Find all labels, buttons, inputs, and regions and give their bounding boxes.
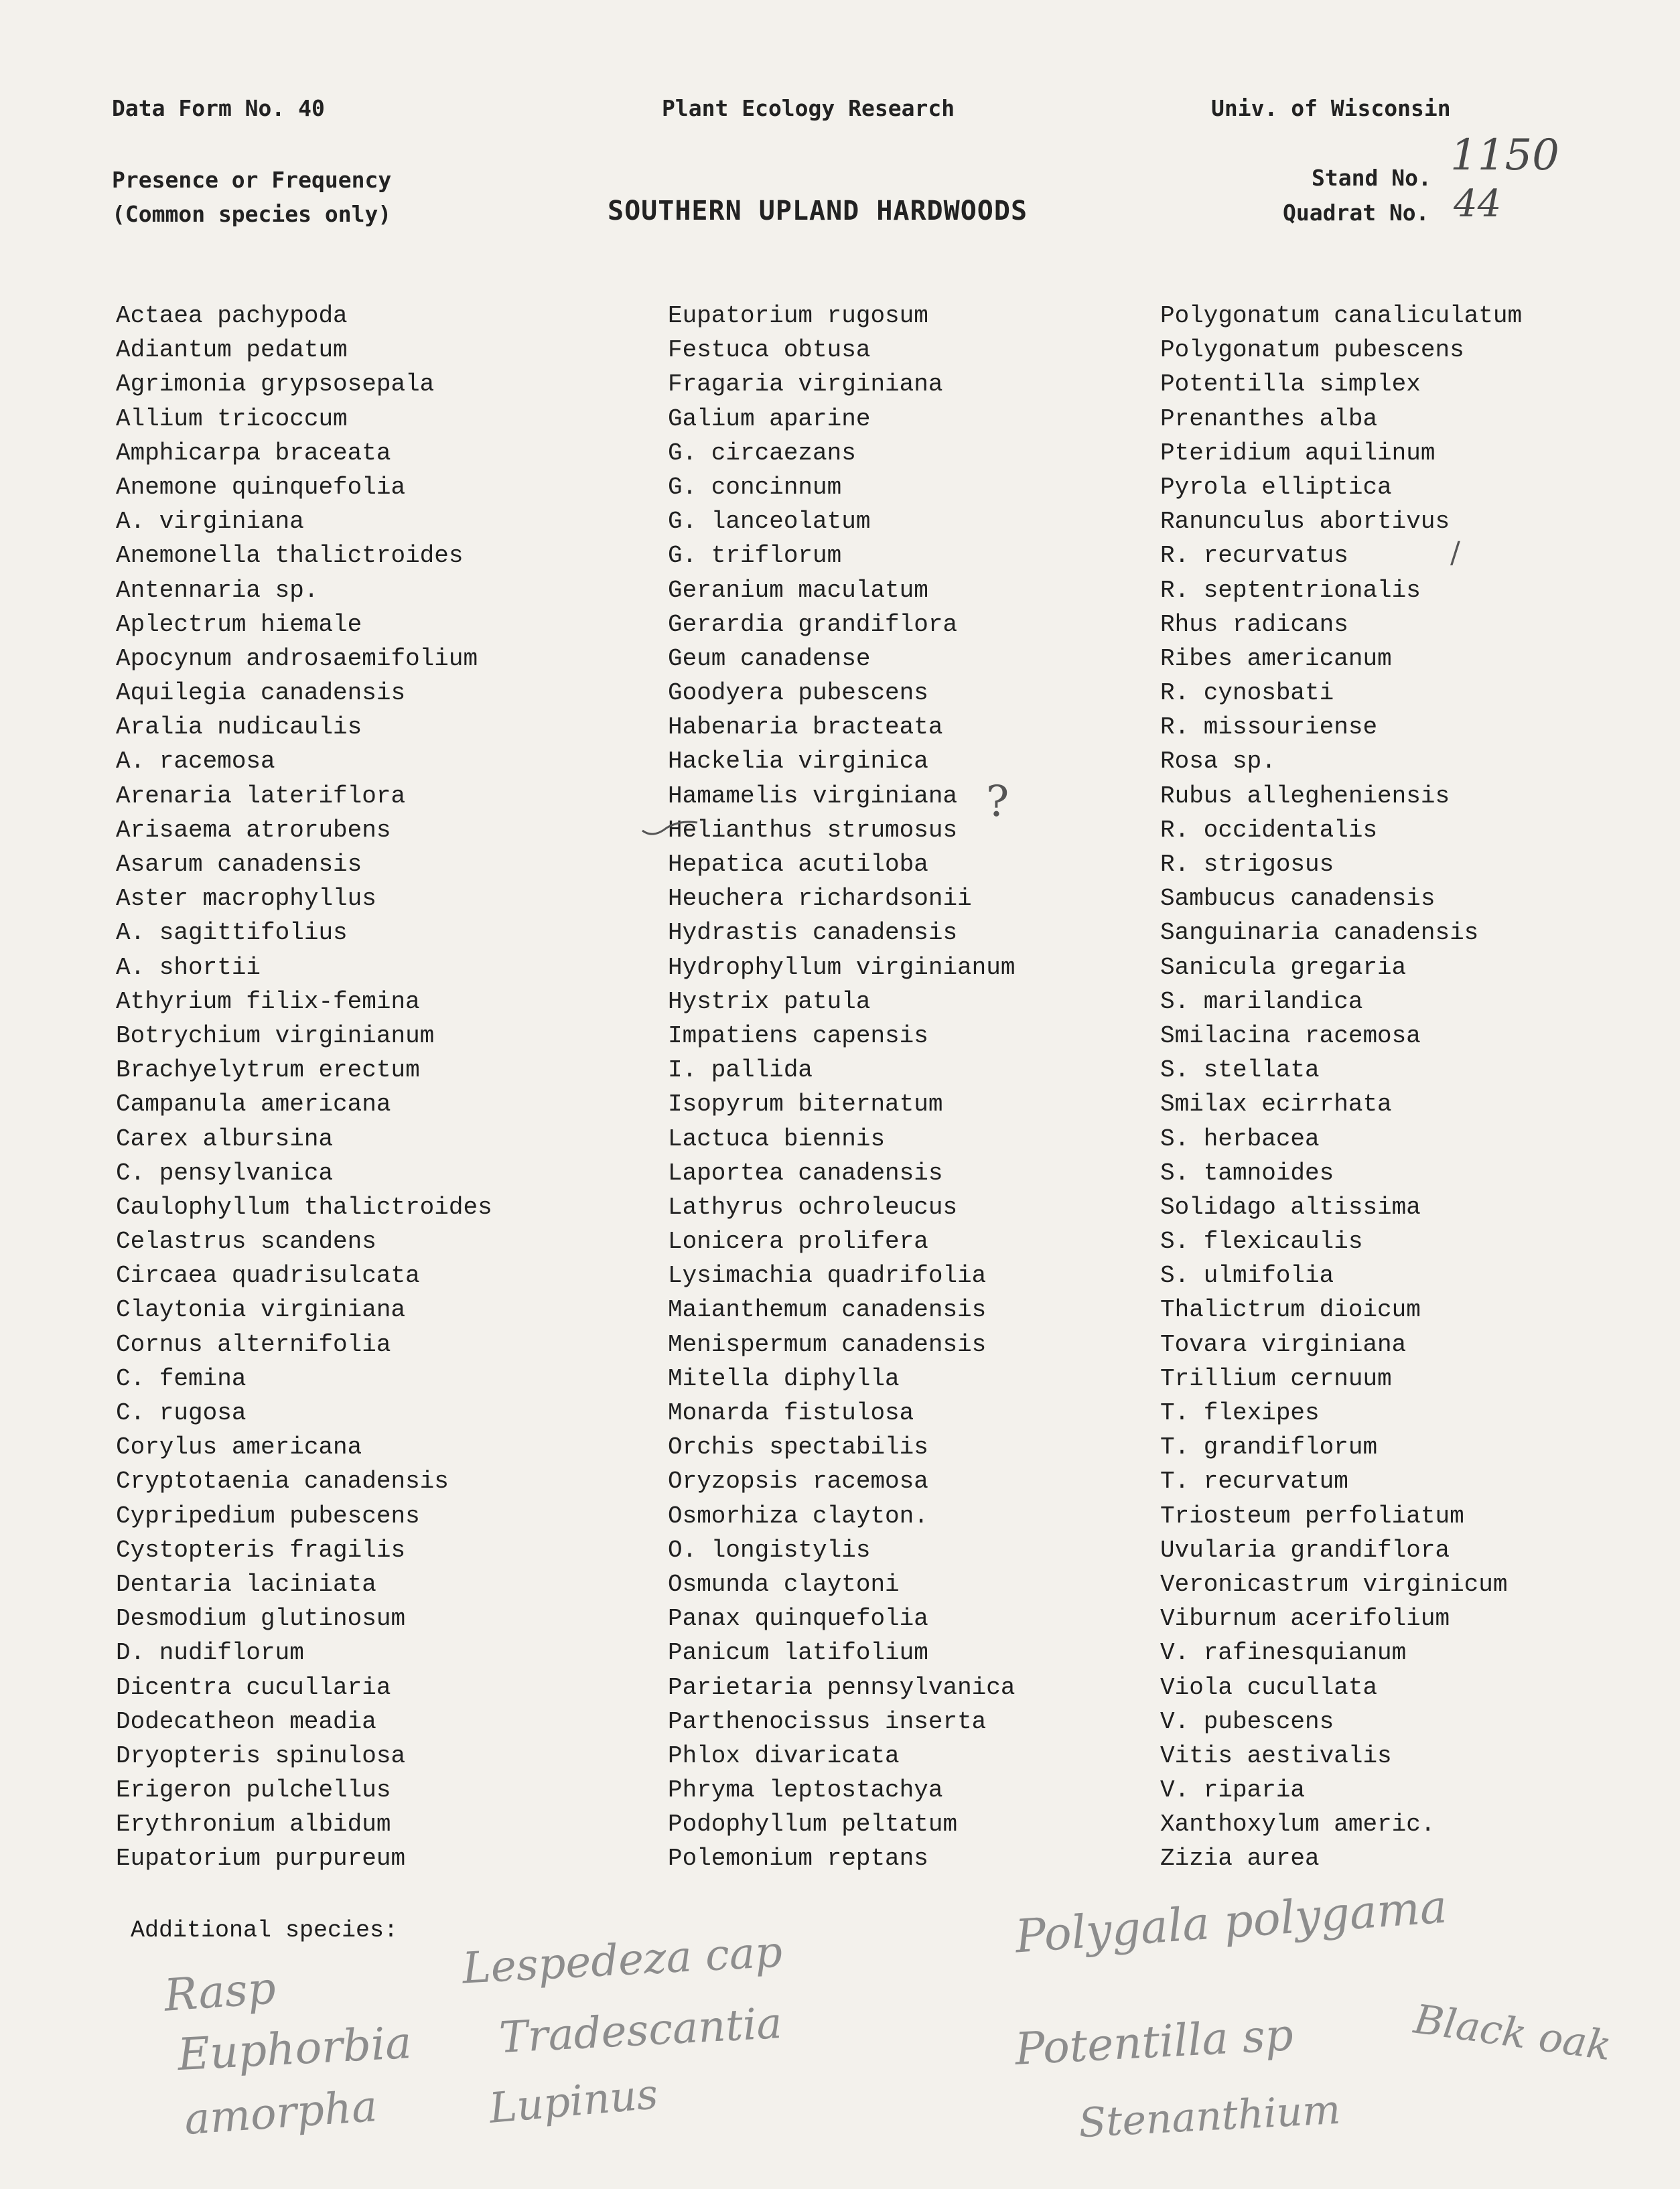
species-entry: Adiantum pedatum — [116, 336, 348, 364]
species-entry: Veronicastrum virginicum — [1160, 1570, 1508, 1598]
species-entry: Panax quinquefolia — [668, 1605, 928, 1633]
species-entry: Polygonatum canaliculatum — [1160, 302, 1523, 330]
species-entry: Impatiens capensis — [668, 1021, 928, 1050]
species-entry: Orchis spectabilis — [668, 1433, 928, 1462]
species-entry: Thalictrum dioicum — [1160, 1296, 1421, 1324]
department-name: Plant Ecology Research — [662, 95, 955, 121]
species-entry: Dodecatheon meadia — [116, 1707, 376, 1736]
species-entry: Cystopteris fragilis — [116, 1536, 406, 1564]
species-entry: Sanicula gregaria — [1160, 953, 1407, 981]
species-entry: Ribes americanum — [1160, 644, 1392, 673]
species-entry: Polygonatum pubescens — [1160, 336, 1464, 364]
handwritten-species: Rasp — [162, 1962, 278, 2022]
species-entry: Lactuca biennis — [668, 1125, 886, 1153]
species-entry: Rhus radicans — [1160, 610, 1348, 638]
species-entry: Lathyrus ochroleucus — [668, 1193, 958, 1221]
handwritten-species: Black oak — [1411, 1995, 1614, 2070]
check-mark-annotation — [640, 816, 700, 840]
species-entry: Cryptotaenia canadensis — [116, 1468, 449, 1496]
species-entry: Aquilegia canadensis — [116, 679, 406, 707]
species-entry: Maianthemum canadensis — [668, 1296, 987, 1324]
species-entry: A. sagittifolius — [116, 919, 348, 947]
species-entry: Viola cucullata — [1160, 1673, 1378, 1701]
species-entry: Celastrus scandens — [116, 1228, 376, 1256]
species-entry: Polemonium reptans — [668, 1845, 928, 1873]
additional-species-label: Additional species: — [131, 1917, 399, 1944]
species-entry: S. marilandica — [1160, 987, 1363, 1015]
species-entry: R. strigosus — [1160, 851, 1334, 878]
species-entry: Viburnum acerifolium — [1160, 1605, 1450, 1633]
species-entry: Hystrix patula — [668, 987, 871, 1015]
tick-mark-annotation: / — [1450, 536, 1460, 570]
species-entry: Hackelia virginica — [668, 748, 928, 776]
species-entry: Goodyera pubescens — [668, 679, 928, 707]
form-title: SOUTHERN UPLAND HARDWOODS — [608, 196, 1028, 226]
common-species-label: (Common species only) — [112, 201, 392, 227]
species-entry: Triosteum perfoliatum — [1160, 1502, 1464, 1530]
species-entry: Cornus alternifolia — [116, 1330, 391, 1358]
species-entry: Hydrastis canadensis — [668, 919, 958, 947]
species-column-1 — [116, 299, 625, 1876]
species-entry: Aster macrophyllus — [116, 885, 376, 913]
species-entry: Aralia nudicaulis — [116, 713, 362, 742]
species-entry: Agrimonia grypsosepala — [116, 370, 435, 399]
species-entry: G. triflorum — [668, 542, 842, 570]
stand-label: Stand No. — [1312, 165, 1431, 191]
species-entry: Antennaria sp. — [116, 576, 319, 604]
species-entry: Erigeron pulchellus — [116, 1776, 391, 1805]
species-entry: Ranunculus abortivus — [1160, 508, 1450, 536]
species-entry: Oryzopsis racemosa — [668, 1468, 928, 1496]
species-entry: Solidago altissima — [1160, 1193, 1421, 1221]
species-entry: Erythronium albidum — [116, 1811, 391, 1839]
species-entry: S. stellata — [1160, 1056, 1320, 1084]
species-entry: R. recurvatus — [1160, 542, 1348, 570]
species-entry: Caulophyllum thalictroides — [116, 1193, 492, 1221]
species-entry: Eupatorium purpureum — [116, 1845, 406, 1873]
species-entry: A. racemosa — [116, 748, 275, 776]
species-entry: Sambucus canadensis — [1160, 885, 1436, 913]
species-entry: Fragaria virginiana — [668, 370, 943, 399]
species-entry: C. pensylvanica — [116, 1159, 334, 1187]
species-entry: A. virginiana — [116, 508, 304, 536]
species-entry: Smilax ecirrhata — [1160, 1090, 1392, 1119]
species-column-3 — [1160, 299, 1669, 1876]
species-entry: S. flexicaulis — [1160, 1228, 1363, 1256]
handwritten-species: amorpha — [182, 2082, 379, 2145]
species-entry: Heuchera richardsonii — [668, 885, 972, 913]
species-entry: Festuca obtusa — [668, 336, 871, 364]
species-entry: Sanguinaria canadensis — [1160, 919, 1479, 947]
species-entry: Athyrium filix-femina — [116, 987, 420, 1015]
species-entry: R. septentrionalis — [1160, 576, 1421, 604]
species-entry: Trillium cernuum — [1160, 1364, 1392, 1393]
handwritten-species: Polygala polygama — [1013, 1880, 1449, 1964]
species-entry: O. longistylis — [668, 1536, 871, 1564]
species-entry: Uvularia grandiflora — [1160, 1536, 1450, 1564]
species-entry: Habenaria bracteata — [668, 713, 943, 742]
species-entry: G. circaezans — [668, 439, 856, 467]
species-entry: Smilacina racemosa — [1160, 1021, 1421, 1050]
form-number: Data Form No. 40 — [112, 95, 325, 121]
species-entry: Cypripedium pubescens — [116, 1502, 420, 1530]
presence-label: Presence or Frequency — [112, 167, 392, 193]
species-entry: Arisaema atrorubens — [116, 816, 391, 844]
species-entry: Geranium maculatum — [668, 576, 928, 604]
species-entry: Geum canadense — [668, 644, 871, 673]
species-entry: Asarum canadensis — [116, 851, 362, 878]
species-entry: Anemone quinquefolia — [116, 473, 406, 501]
species-entry: V. pubescens — [1160, 1707, 1334, 1736]
species-entry: Mitella diphylla — [668, 1364, 900, 1393]
species-entry: Laportea canadensis — [668, 1159, 943, 1187]
species-entry: C. rugosa — [116, 1399, 247, 1427]
species-entry: Campanula americana — [116, 1090, 391, 1119]
species-entry: Hamamelis virginiana — [668, 782, 958, 810]
handwritten-species: Potentilla sp — [1013, 2009, 1295, 2075]
species-column-2 — [668, 299, 1177, 1876]
species-entry: C. femina — [116, 1364, 247, 1393]
species-entry: V. riparia — [1160, 1776, 1306, 1805]
handwritten-species: Lupinus — [487, 2069, 660, 2133]
species-entry: Aplectrum hiemale — [116, 610, 362, 638]
species-entry: Parthenocissus inserta — [668, 1707, 987, 1736]
question-mark-annotation: ? — [986, 777, 1009, 827]
species-entry: Helianthus strumosus — [668, 816, 958, 844]
species-entry: Vitis aestivalis — [1160, 1742, 1392, 1770]
species-entry: Lysimachia quadrifolia — [668, 1262, 987, 1290]
species-entry: Dryopteris spinulosa — [116, 1742, 406, 1770]
species-entry: Carex albursina — [116, 1125, 334, 1153]
species-entry: Pyrola elliptica — [1160, 473, 1392, 501]
species-entry: Phlox divaricata — [668, 1742, 900, 1770]
species-entry: S. tamnoides — [1160, 1159, 1334, 1187]
species-entry: Rosa sp. — [1160, 748, 1276, 776]
species-entry: R. missouriense — [1160, 713, 1378, 742]
species-entry: Corylus americana — [116, 1433, 362, 1462]
species-entry: Osmunda claytoni — [668, 1570, 900, 1598]
species-entry: S. herbacea — [1160, 1125, 1320, 1153]
species-entry: Anemonella thalictroides — [116, 542, 464, 570]
quadrat-number-handwritten: 44 — [1454, 182, 1502, 226]
species-entry: R. cynosbati — [1160, 679, 1334, 707]
species-entry: Podophyllum peltatum — [668, 1811, 958, 1839]
species-entry: Dicentra cucullaria — [116, 1673, 391, 1701]
species-entry: T. recurvatum — [1160, 1468, 1348, 1496]
species-entry: I. pallida — [668, 1056, 813, 1084]
species-entry: Eupatorium rugosum — [668, 302, 928, 330]
species-entry: V. rafinesquianum — [1160, 1639, 1407, 1667]
species-entry: Xanthoxylum americ. — [1160, 1811, 1436, 1839]
stand-number-handwritten: 1150 — [1450, 131, 1559, 180]
species-entry: Arenaria lateriflora — [116, 782, 406, 810]
species-entry: Circaea quadrisulcata — [116, 1262, 420, 1290]
species-entry: Allium tricoccum — [116, 405, 348, 433]
species-entry: Desmodium glutinosum — [116, 1605, 406, 1633]
species-entry: Osmorhiza clayton. — [668, 1502, 928, 1530]
species-entry: Parietaria pennsylvanica — [668, 1673, 1016, 1701]
species-entry: Amphicarpa braceata — [116, 439, 391, 467]
handwritten-species: Lespedeza cap — [461, 1927, 784, 1994]
species-entry: Potentilla simplex — [1160, 370, 1421, 399]
species-entry: S. ulmifolia — [1160, 1262, 1334, 1290]
species-entry: Gerardia grandiflora — [668, 610, 958, 638]
species-entry: Claytonia virginiana — [116, 1296, 406, 1324]
species-entry: Brachyelytrum erectum — [116, 1056, 420, 1084]
species-entry: Panicum latifolium — [668, 1639, 928, 1667]
species-entry: Botrychium virginianum — [116, 1021, 435, 1050]
species-entry: T. flexipes — [1160, 1399, 1320, 1427]
species-entry: Prenanthes alba — [1160, 405, 1378, 433]
species-entry: Galium aparine — [668, 405, 871, 433]
handwritten-species: Stenanthium — [1077, 2086, 1342, 2147]
species-entry: Phryma leptostachya — [668, 1776, 943, 1805]
species-entry: Actaea pachypoda — [116, 302, 348, 330]
species-entry: Isopyrum biternatum — [668, 1090, 943, 1119]
species-entry: G. concinnum — [668, 473, 842, 501]
species-entry: Dentaria laciniata — [116, 1570, 376, 1598]
handwritten-species: Tradescantia — [498, 1998, 784, 2064]
species-entry: Pteridium aquilinum — [1160, 439, 1436, 467]
species-entry: T. grandiflorum — [1160, 1433, 1378, 1462]
species-entry: G. lanceolatum — [668, 508, 871, 536]
species-entry: Hepatica acutiloba — [668, 851, 928, 878]
species-entry: Monarda fistulosa — [668, 1399, 914, 1427]
species-entry: Rubus allegheniensis — [1160, 782, 1450, 810]
species-entry: Apocynum androsaemifolium — [116, 644, 478, 673]
university-name: Univ. of Wisconsin — [1211, 95, 1451, 121]
species-entry: R. occidentalis — [1160, 816, 1378, 844]
species-entry: Zizia aurea — [1160, 1845, 1320, 1873]
species-entry: A. shortii — [116, 953, 261, 981]
quadrat-label: Quadrat No. — [1283, 200, 1429, 226]
handwritten-species: Euphorbia — [176, 2016, 413, 2081]
species-entry: D. nudiflorum — [116, 1639, 304, 1667]
species-entry: Tovara virginiana — [1160, 1330, 1407, 1358]
species-entry: Hydrophyllum virginianum — [668, 953, 1016, 981]
species-entry: Menispermum canadensis — [668, 1330, 987, 1358]
species-entry: Lonicera prolifera — [668, 1228, 928, 1256]
